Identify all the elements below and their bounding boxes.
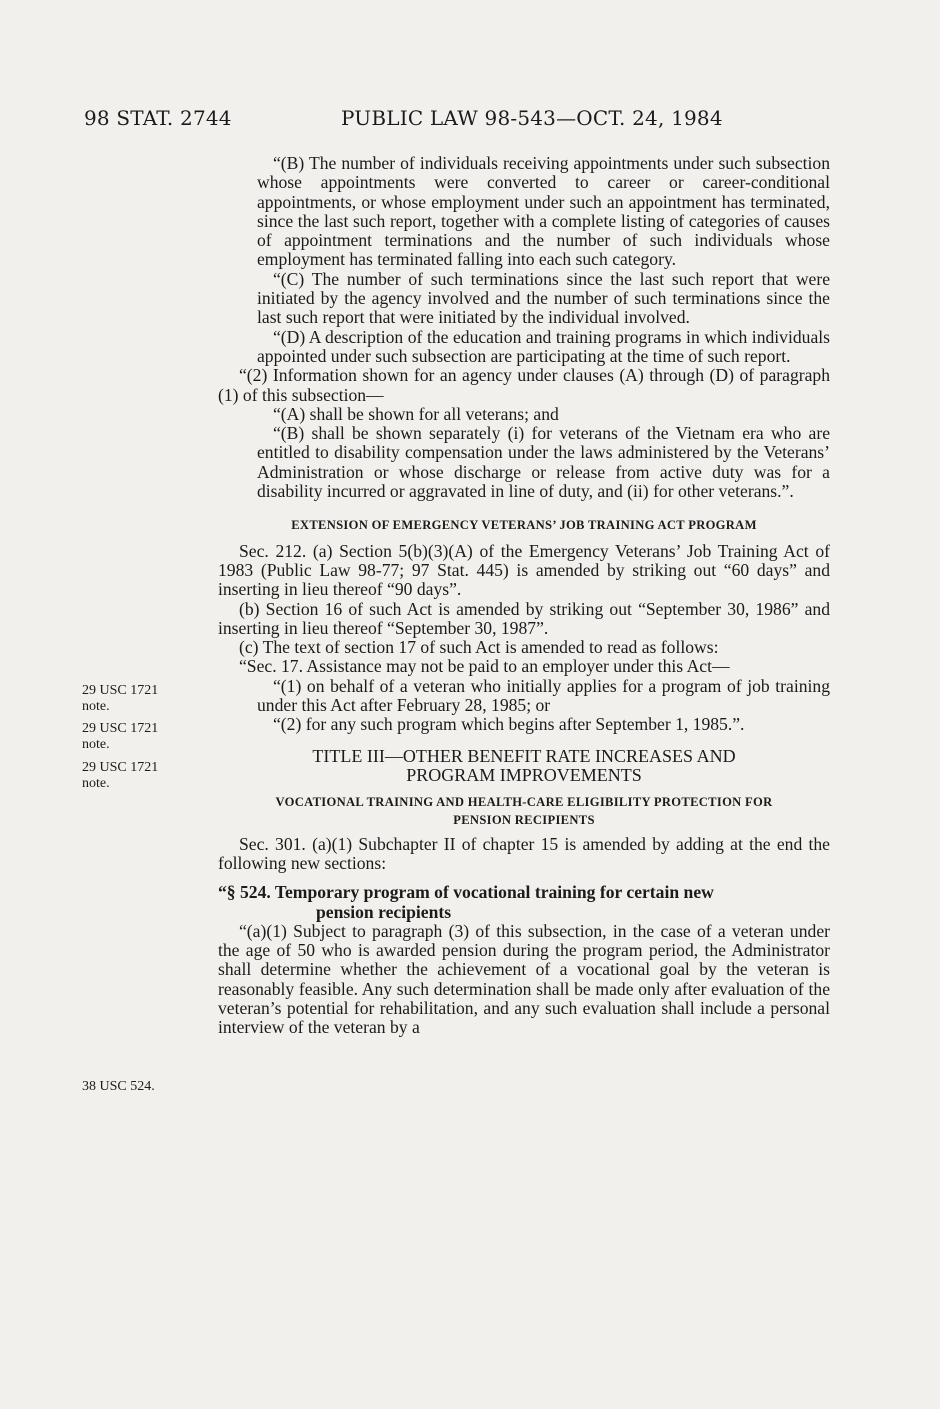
margin-note-1-line2: note. xyxy=(82,699,110,714)
paragraph-d: “(D) A description of the education and training programs in which individuals appointed under such subsection are participating at the time of such report. xyxy=(257,326,830,366)
margin-note-2 xyxy=(82,721,158,753)
title-iii-line1: TITLE III—OTHER BENEFIT RATE INCREASES AND xyxy=(312,745,736,766)
margin-note-4-line1: 38 USC 524. xyxy=(82,1079,155,1094)
public-law-title: PUBLIC LAW 98-543—OCT. 24, 1984 xyxy=(341,106,723,130)
margin-note-1 xyxy=(82,683,158,715)
margin-note-2-line2: note. xyxy=(82,737,110,752)
margin-note-3-line1: 29 USC 1721 xyxy=(82,760,159,775)
body-text xyxy=(218,154,830,1038)
paragraph-2a: “(A) shall be shown for all veterans; and xyxy=(273,403,559,424)
sec17-clause-1: “(1) on behalf of a veteran who initially applies for a program of job training under this Act after February 28, 1985; or xyxy=(257,675,830,716)
sec524-heading xyxy=(218,883,830,922)
paragraph-2b: “(B) shall be shown separately (i) for veterans of the Vietnam era who are entitled to disability compensation under the laws administered by the Veterans’ Administration or whose discharge or release from active duty was for a disability incurred or aggravated in line of duty, and (ii) for other veterans.”. xyxy=(257,423,830,502)
section-heading-extension: EXTENSION OF EMERGENCY VETERANS’ JOB TRAINING ACT PROGRAM xyxy=(291,518,757,533)
title-iii-line2: PROGRAM IMPROVEMENTS xyxy=(406,764,642,785)
sec17-clause-2: “(2) for any such program which begins after September 1, 1985.”. xyxy=(273,714,745,735)
sec212-b: (b) Section 16 of such Act is amended by striking out “September 30, 1986” and inserting in lieu thereof “September 30, 1987”. xyxy=(218,598,830,638)
sec524-a1: “(a)(1) Subject to paragraph (3) of this subsection, in the case of a veteran under the age of 50 who is awarded pension during the program period, the Administrator shall determine whether the achievement of a vocational goal by the veteran is reasonably feasible. Any such determination shall be made only after evaluation of the veteran’s potential for rehabilitation, and any such evaluation shall include a personal interview of the veteran by a xyxy=(218,920,830,1038)
margin-note-4 xyxy=(82,1079,155,1095)
sec524-heading-line2: pension recipients xyxy=(316,901,452,922)
title-iii-heading xyxy=(218,747,830,785)
sec212-a: Sec. 212. (a) Section 5(b)(3)(A) of the Emergency Veterans’ Job Training Act of 1983 (Public Law 98-77; 97 Stat. 445) is amended by striking out “60 days” and inserting in lieu thereof “90 days”. xyxy=(218,540,830,600)
margin-note-2-line1: 29 USC 1721 xyxy=(82,721,159,736)
paragraph-2: “(2) Information shown for an agency under clauses (A) through (D) of paragraph (1) of this subsection— xyxy=(218,365,830,405)
margin-note-1-line1: 29 USC 1721 xyxy=(82,683,159,698)
sec212-c: (c) The text of section 17 of such Act is amended to read as follows: xyxy=(239,637,719,658)
sec301: Sec. 301. (a)(1) Subchapter II of chapter 15 is amended by adding at the end the following new sections: xyxy=(218,833,830,873)
vocational-heading-line1: VOCATIONAL TRAINING AND HEALTH-CARE ELIGIBILITY PROTECTION FOR xyxy=(275,794,773,809)
section-heading-vocational xyxy=(218,793,830,829)
margin-note-3-line2: note. xyxy=(82,776,110,791)
margin-note-3 xyxy=(82,760,158,792)
paragraph-c: “(C) The number of such terminations since the last such report that were initiated by the agency involved and the number of such terminations since the last such report that were initiated by the individual involved. xyxy=(257,268,830,328)
sec17-text: “Sec. 17. Assistance may not be paid to an employer under this Act— xyxy=(239,656,730,677)
stat-page-number: 98 STAT. 2744 xyxy=(84,106,232,130)
vocational-heading-line2: PENSION RECIPIENTS xyxy=(453,812,595,827)
sec524-heading-line1: “§ 524. Temporary program of vocational training for certain new xyxy=(218,882,714,903)
page-header xyxy=(84,106,844,136)
paragraph-b: “(B) The number of individuals receiving appointments under such subsection whose appointments were converted to career or career-conditional appointments, or whose employment under such an appointment has terminated, since the last such report, together with a complete listing of categories of causes of appointment terminations and the number of such individuals whose employment has terminated falling into each such category. xyxy=(257,153,830,270)
